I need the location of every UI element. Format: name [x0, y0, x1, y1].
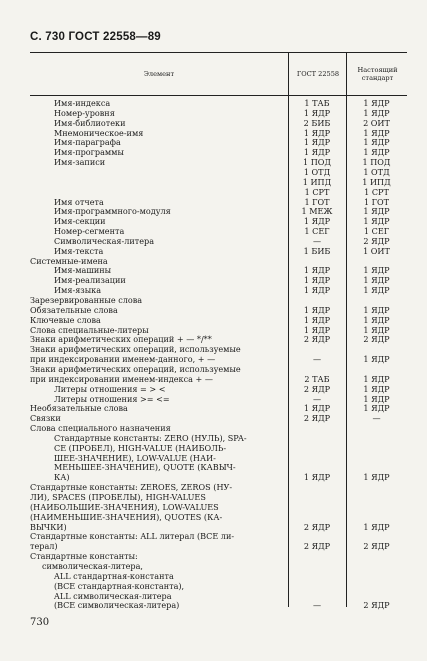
table-row	[30, 197, 407, 207]
row-element-text: Стандартные константы: ZERO (НУЛЬ), SPA-	[54, 432, 247, 443]
table-row	[30, 256, 407, 266]
row-element-text: Имя-машины	[54, 265, 112, 276]
row-element-text: ВЫЧКИ)	[30, 521, 67, 532]
row-gost-value: 1 ЯДР	[303, 216, 331, 227]
row-standard-value: 1 СЕГ	[363, 226, 390, 237]
row-element-text: МЕНЬШЕЕ-ЗНАЧЕНИЕ), QUOTE (КАВЫЧ-	[54, 462, 236, 473]
table-row	[30, 462, 407, 472]
table-row	[30, 325, 407, 335]
row-element-text: (ВСЕ стандартная-константа),	[54, 580, 185, 591]
row-standard-value: 1 ЯДР	[363, 324, 390, 335]
table-row	[30, 561, 407, 571]
table-row	[30, 472, 407, 482]
row-standard-value: 1 ЯДР	[363, 373, 390, 384]
row-element-text: Имя-записи	[54, 157, 106, 168]
table-row	[30, 265, 407, 275]
row-element-text: Имя-текста	[54, 245, 104, 256]
table-row	[30, 334, 407, 344]
table-row	[30, 522, 407, 532]
row-gost-value: 1 ИПД	[302, 176, 332, 187]
row-standard-value: 1 ЯДР	[363, 147, 390, 158]
row-element-text: Связки	[30, 413, 61, 424]
table-row	[30, 216, 407, 226]
row-standard-value: 1 ОТД	[363, 166, 390, 177]
row-element-text: Имя-программы	[54, 147, 124, 158]
row-gost-value: 1 ЯДР	[303, 324, 331, 335]
row-element-text: Знаки арифметических операций, используемые	[30, 344, 241, 355]
row-standard-value: 1 ЯДР	[363, 403, 390, 414]
row-element-text: Слова специального назначения	[30, 423, 171, 434]
table-row	[30, 236, 407, 246]
page-number: 730	[30, 617, 50, 628]
table-row	[30, 423, 407, 433]
table-row	[30, 512, 407, 522]
column-header-element: Элемент	[143, 69, 175, 78]
row-gost-value: 1 ЯДР	[303, 147, 331, 158]
row-element-text: Имя-библиотеки	[54, 117, 126, 128]
row-element-text: CE (ПРОБЕЛ), HIGH-VALUE (НАИБОЛЬ-	[54, 442, 227, 453]
row-gost-value: 1 СЕГ	[304, 226, 330, 237]
table-row	[30, 374, 407, 384]
row-element-text: Мнемоническое-имя	[54, 127, 144, 138]
row-gost-value: 1 ЯДР	[303, 285, 331, 296]
row-gost-value: 2 ЯДР	[303, 521, 331, 532]
table-row	[30, 581, 407, 591]
row-standard-value: 1 ЯДР	[363, 393, 390, 404]
table-row	[30, 295, 407, 305]
table-row	[30, 128, 407, 138]
row-element-text: Литеры отношения = > <	[54, 383, 166, 394]
row-element-text: (ВСЕ символическая-литера)	[54, 600, 180, 611]
table-row	[30, 315, 407, 325]
row-element-text: Номер-уровня	[54, 107, 115, 118]
row-element-text: Имя-параграфа	[54, 137, 121, 148]
row-gost-value: —	[312, 393, 322, 404]
row-standard-value: 2 ЯДР	[363, 334, 390, 345]
row-standard-value: 1 ЯДР	[363, 275, 390, 286]
row-standard-value: 1 ГОТ	[363, 196, 390, 207]
row-element-text: ЛИ), SPACES (ПРОБЕЛЫ), HIGH-VALUES	[30, 492, 206, 502]
row-gost-value: 1 ЯДР	[303, 127, 331, 138]
table-row	[30, 246, 407, 256]
table-row	[30, 492, 407, 502]
row-element-text: Знаки арифметических операций + — */**	[30, 334, 212, 345]
row-gost-value: 1 ЯДР	[303, 403, 331, 414]
row-element-text: (НАИБОЛЬШИЕ-ЗНАЧЕНИЯ), LOW-VALUES	[30, 501, 219, 512]
column-header-standard: Настоящий стандарт	[346, 53, 408, 95]
row-element-text: Стандартные константы:	[30, 551, 138, 562]
row-gost-value: 1 ЯДР	[303, 137, 331, 148]
page-header: С. 730 ГОСТ 22558—89	[30, 31, 161, 43]
row-element-text: Имя-языка	[54, 285, 102, 296]
table-row	[30, 206, 407, 216]
row-gost-value: 1 СРТ	[304, 186, 330, 197]
row-element-text: при индексировании именем-индекса + —	[30, 373, 213, 384]
row-standard-value: —	[372, 413, 381, 424]
row-standard-value: 1 ЯДР	[363, 354, 390, 365]
table-row	[30, 600, 407, 610]
table-row	[30, 226, 407, 236]
table-row	[30, 531, 407, 541]
table-row	[30, 482, 407, 492]
table-row	[30, 394, 407, 404]
row-element-text: Имя-программного-модуля	[54, 206, 171, 217]
row-standard-value: 1 ЯДР	[363, 127, 390, 138]
table-row	[30, 98, 407, 108]
row-gost-value: —	[312, 235, 322, 246]
row-element-text: Стандартные константы: ALL литерал (ВСЕ ли-	[30, 531, 235, 542]
row-gost-value: 1 МЕЖ	[301, 206, 333, 217]
table-row	[30, 187, 407, 197]
table-row	[30, 403, 407, 413]
row-gost-value: —	[312, 354, 322, 365]
row-standard-value: 1 ЯДР	[363, 107, 390, 118]
table-row	[30, 551, 407, 561]
row-element-text: Номер-сегмента	[54, 226, 125, 237]
table-row	[30, 364, 407, 374]
row-gost-value: 2 БИБ	[303, 117, 331, 128]
row-standard-value: 1 ИПД	[362, 176, 391, 187]
row-element-text: Слова специальные-литеры	[30, 324, 149, 335]
row-standard-value: 1 ЯДР	[363, 98, 390, 108]
table-row	[30, 177, 407, 187]
row-element-text: (НАИМЕНЬШИЕ-ЗНАЧЕНИЯ), QUOTES (КА-	[30, 511, 223, 522]
row-element-text: ALL стандартная-константа	[54, 570, 174, 581]
row-gost-value: 1 ЯДР	[303, 472, 331, 483]
row-gost-value: 1 БИБ	[303, 245, 331, 256]
row-element-text: КА)	[54, 472, 70, 483]
table-row	[30, 413, 407, 423]
row-gost-value: 2 ЯДР	[303, 334, 331, 345]
row-gost-value: 1 ЯДР	[303, 275, 331, 286]
row-element-text: Имя-индекса	[54, 98, 111, 108]
row-element-text: Необязательные слова	[30, 403, 128, 414]
table-row	[30, 167, 407, 177]
row-standard-value: 1 ОИТ	[363, 245, 390, 256]
row-standard-value: 1 ЯДР	[363, 137, 390, 148]
row-standard-value: 1 ЯДР	[363, 304, 390, 315]
table-row	[30, 305, 407, 315]
row-gost-value: 1 ГОТ	[304, 196, 330, 207]
row-element-text: терал)	[30, 541, 58, 552]
row-standard-value: 1 ЯДР	[363, 206, 390, 217]
table-row	[30, 137, 407, 147]
row-element-text: Имя-реализации	[54, 275, 126, 286]
row-element-text: ШЕЕ-ЗНАЧЕНИЕ), LOW-VALUE (НАИ-	[54, 452, 216, 463]
table-row	[30, 147, 407, 157]
row-gost-value: 1 ЯДР	[303, 107, 331, 118]
table-row	[30, 285, 407, 295]
row-gost-value: 1 ЯДР	[303, 265, 331, 276]
row-gost-value: 1 ОТД	[303, 166, 331, 177]
table-row	[30, 433, 407, 443]
row-gost-value: 2 ЯДР	[303, 413, 331, 424]
row-standard-value: 1 ЯДР	[363, 216, 390, 227]
row-element-text: Символическая-литера	[54, 235, 155, 246]
row-element-text: ALL символическая-литера	[54, 590, 172, 601]
row-element-text: Обязательные слова	[30, 304, 118, 315]
row-gost-value: 2 ЯДР	[303, 383, 331, 394]
row-standard-value: 1 ЯДР	[363, 265, 390, 276]
row-element-text: символическая-литера,	[42, 560, 143, 571]
row-gost-value: —	[312, 600, 322, 611]
row-element-text: Стандартные константы: ZEROES, ZEROS (НУ-	[30, 482, 233, 493]
row-standard-value: 1 ЯДР	[363, 314, 390, 325]
row-standard-value: 1 ПОД	[362, 157, 391, 168]
row-standard-value: 1 СРТ	[364, 186, 389, 197]
row-standard-value: 1 ЯДР	[363, 383, 390, 394]
table-row	[30, 541, 407, 551]
row-element-text: Системные-имена	[30, 255, 108, 266]
row-standard-value: 1 ЯДР	[363, 285, 390, 296]
row-element-text: при индексировании именем-данного, + —	[30, 354, 216, 365]
row-standard-value: 1 ЯДР	[363, 521, 390, 532]
row-element-text: Литеры отношения >= <=	[54, 393, 170, 404]
table-row	[30, 344, 407, 354]
column-header-gost: ГОСТ 22558	[288, 53, 347, 95]
row-gost-value: 1 ТАБ	[304, 98, 330, 108]
row-element-text: Знаки арифметических операций, используемые	[30, 363, 241, 374]
row-standard-value: 2 ЯДР	[363, 600, 390, 611]
table-row	[30, 108, 407, 118]
table-row	[30, 157, 407, 167]
table-row	[30, 443, 407, 453]
table-row	[30, 453, 407, 463]
row-standard-value: 2 ЯДР	[363, 541, 390, 552]
row-element-text: Имя отчета	[54, 196, 104, 207]
row-gost-value: 1 ЯДР	[303, 304, 331, 315]
row-gost-value: 1 ПОД	[303, 157, 331, 168]
table-row	[30, 354, 407, 364]
table-row	[30, 571, 407, 581]
row-element-text: Ключевые слова	[30, 314, 101, 325]
table-row	[30, 118, 407, 128]
row-standard-value: 2 ОИТ	[363, 117, 390, 128]
row-standard-value: 2 ЯДР	[363, 235, 390, 246]
table-header	[30, 52, 407, 96]
table-row	[30, 384, 407, 394]
row-standard-value: 1 ЯДР	[363, 472, 390, 483]
row-element-text: Зарезервированные слова	[30, 295, 143, 305]
row-element-text: Имя-секции	[54, 216, 106, 227]
row-gost-value: 2 ЯДР	[303, 541, 331, 552]
table-row	[30, 502, 407, 512]
row-gost-value: 1 ЯДР	[303, 314, 331, 325]
row-gost-value: 2 ТАБ	[304, 373, 330, 384]
table-row	[30, 275, 407, 285]
table-row	[30, 591, 407, 601]
